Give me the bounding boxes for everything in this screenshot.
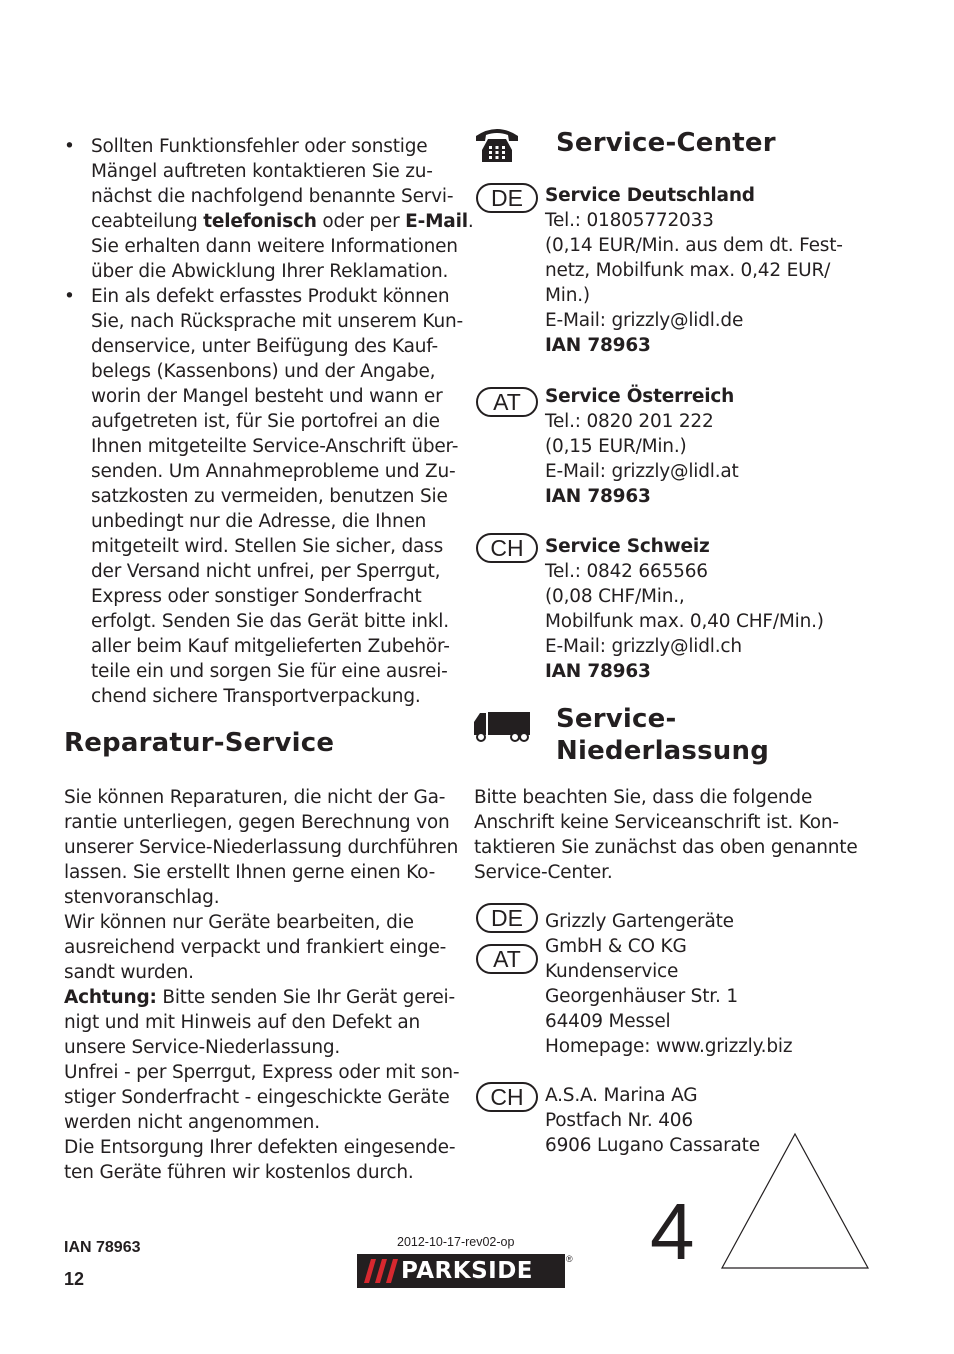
- text-segment: taktieren Sie zunächst das oben genannte: [474, 837, 858, 858]
- text-line: [545, 534, 824, 559]
- text-segment: nigt und mit Hinweis auf den Defekt an: [64, 1012, 421, 1033]
- text-line: [545, 584, 824, 609]
- text-segment: Sie erhalten dann weitere Informationen: [91, 236, 458, 257]
- bullet-dot: •: [64, 286, 75, 307]
- service-branch-heading-line2: Niederlassung: [556, 736, 770, 766]
- bold-text-segment: IAN 78963: [545, 661, 651, 682]
- text-line: [91, 609, 463, 634]
- text-segment: Bitte beachten Sie, dass die folgende: [474, 787, 813, 808]
- text-line: [64, 1135, 456, 1160]
- text-segment: Tel.: 01805772033: [545, 210, 714, 231]
- text-line: [91, 284, 463, 309]
- text-line: [545, 609, 824, 634]
- bold-text-segment: Service Deutschland: [545, 185, 755, 206]
- text-segment: unserer Service-Niederlassung durchführen: [64, 837, 459, 858]
- text-line: [64, 935, 449, 960]
- text-line: [91, 509, 463, 534]
- text-line: [545, 1083, 760, 1108]
- text-line: [91, 184, 474, 209]
- text-segment: Anschrift keine Serviceanschrift ist. Kon-: [474, 812, 839, 833]
- text-segment: Bitte senden Sie Ihr Gerät gerei-: [156, 987, 455, 1008]
- country-badge-de: DE: [476, 903, 538, 933]
- bold-text-segment: Service Schweiz: [545, 536, 710, 557]
- text-segment: erfolgt. Senden Sie das Gerät bitte inkl.: [91, 611, 449, 632]
- text-segment: stiger Sonderfracht - eingeschickte Geräte: [64, 1087, 450, 1108]
- text-line: [91, 384, 463, 409]
- text-line: [545, 959, 792, 984]
- bullet-dot: •: [64, 136, 75, 157]
- truck-icon: [472, 710, 532, 742]
- text-segment: werden nicht angenommen.: [64, 1112, 320, 1133]
- text-segment: GmbH & CO KG: [545, 936, 687, 957]
- text-line: [91, 209, 474, 234]
- country-badge-at: AT: [476, 944, 538, 974]
- text-line: [545, 333, 843, 358]
- service-branch-intro: [474, 785, 874, 885]
- text-line: [545, 434, 739, 459]
- text-line: [474, 785, 874, 810]
- text-segment: Unfrei - per Sperrgut, Express oder mit son-: [64, 1062, 460, 1083]
- text-line: [91, 334, 463, 359]
- text-line: [545, 258, 843, 283]
- text-segment: oder per: [316, 211, 406, 232]
- text-segment: (0,15 EUR/Min.): [545, 436, 687, 457]
- text-segment: unbedingt nur die Adresse, die Ihnen: [91, 511, 427, 532]
- text-line: [64, 1010, 449, 1035]
- text-segment: Mängel auftreten kontaktieren Sie zu-: [91, 161, 433, 182]
- text-segment: satzkosten zu vermeiden, benutzen Sie: [91, 486, 448, 507]
- text-line: [91, 684, 463, 709]
- text-segment: Grizzly Gartengeräte: [545, 911, 734, 932]
- text-line: [91, 484, 463, 509]
- section-number: 4: [650, 1187, 695, 1276]
- text-segment: rantie unterliegen, gegen Berechnung von: [64, 812, 450, 833]
- text-line: [64, 885, 449, 910]
- text-line: [545, 183, 843, 208]
- country-badge-ch: CH: [476, 1082, 538, 1112]
- text-segment: nächst die nachfolgend benannte Servi-: [91, 186, 454, 207]
- text-segment: ceabteilung: [91, 211, 204, 232]
- text-segment: Min.): [545, 285, 590, 306]
- text-segment: .: [467, 211, 474, 232]
- bold-text-segment: telefonisch: [203, 211, 317, 232]
- text-line: [91, 534, 463, 559]
- text-segment: ten Geräte führen wir kostenlos durch.: [64, 1162, 414, 1183]
- text-line: [545, 909, 792, 934]
- text-line: [64, 960, 449, 985]
- service-branch-heading: [556, 703, 769, 767]
- text-line: [545, 1108, 760, 1133]
- service-germany: [545, 183, 843, 358]
- service-switzerland: [545, 534, 824, 684]
- bold-text-segment: Achtung:: [64, 987, 157, 1008]
- text-segment: mitgeteilt wird. Stellen Sie sicher, dass: [91, 536, 444, 557]
- text-line: [545, 484, 739, 509]
- text-segment: Postfach Nr. 406: [545, 1110, 693, 1131]
- text-segment: denservice, unter Beifügung des Kauf-: [91, 336, 439, 357]
- text-segment: teile ein und sorgen Sie für eine ausrei-: [91, 661, 448, 682]
- text-segment: worin der Mangel besteht und wann er: [91, 386, 443, 407]
- text-line: [64, 785, 449, 810]
- text-segment: stenvoranschlag.: [64, 887, 220, 908]
- text-segment: Tel.: 0820 201 222: [545, 411, 714, 432]
- text-line: [91, 309, 463, 334]
- text-segment: netz, Mobilfunk max. 0,42 EUR/: [545, 260, 831, 281]
- text-segment: über die Abwicklung Ihrer Reklamation.: [91, 261, 449, 282]
- address-germany-austria: [545, 909, 792, 1059]
- text-line: [64, 1160, 449, 1185]
- text-segment: Die Entsorgung Ihrer defekten eingesende-: [64, 1137, 456, 1158]
- bold-text-segment: Service Österreich: [545, 386, 735, 407]
- text-line: [545, 409, 739, 434]
- telephone-icon: [474, 124, 520, 164]
- registered-mark: ®: [566, 1254, 573, 1264]
- text-line: [91, 134, 474, 159]
- service-center-heading: Service-Center: [556, 128, 776, 158]
- text-line: [545, 634, 824, 659]
- text-segment: lassen. Sie erstellt Ihnen gerne einen Ko-: [64, 862, 436, 883]
- text-segment: Sollten Funktionsfehler oder sonstige: [91, 136, 428, 157]
- text-line: [91, 459, 463, 484]
- text-segment: Kundenservice: [545, 961, 679, 982]
- text-line: [91, 659, 463, 684]
- text-line: [545, 384, 739, 409]
- text-segment: unsere Service-Niederlassung.: [64, 1037, 341, 1058]
- text-segment: Tel.: 0842 665566: [545, 561, 708, 582]
- text-line: [91, 409, 463, 434]
- text-line: [64, 835, 459, 860]
- text-line: [545, 233, 843, 258]
- text-segment: E-Mail: grizzly@lidl.at: [545, 461, 739, 482]
- text-segment: chend sichere Transportverpackung.: [91, 686, 421, 707]
- text-segment: senden. Um Annahmeprobleme und Zu-: [91, 461, 456, 482]
- bold-text-segment: E-Mail: [405, 211, 468, 232]
- text-line: [64, 1060, 460, 1085]
- text-segment: Ihnen mitgeteilte Service-Anschrift über-: [91, 436, 459, 457]
- text-segment: Sie, nach Rücksprache mit unserem Kun-: [91, 311, 463, 332]
- text-line: [545, 459, 739, 484]
- footer-ian: IAN 78963: [64, 1239, 141, 1256]
- text-segment: Ein als defekt erfasstes Produkt können: [91, 286, 450, 307]
- page-number: 12: [64, 1269, 85, 1289]
- text-segment: 64409 Messel: [545, 1011, 671, 1032]
- text-line: [545, 208, 843, 233]
- text-segment: E-Mail: grizzly@lidl.de: [545, 310, 744, 331]
- text-segment: Mobilfunk max. 0,40 CHF/Min.): [545, 611, 824, 632]
- text-line: [64, 860, 449, 885]
- text-line: [91, 359, 463, 384]
- bullet-text: [91, 134, 474, 284]
- text-line: [474, 835, 874, 860]
- text-segment: Georgenhäuser Str. 1: [545, 986, 738, 1007]
- text-line: [91, 159, 474, 184]
- text-line: [64, 910, 449, 935]
- text-segment: sandt wurden.: [64, 962, 194, 983]
- text-segment: (0,08 CHF/Min.,: [545, 586, 685, 607]
- text-segment: aufgetreten ist, für Sie portofrei an die: [91, 411, 440, 432]
- text-segment: der Versand nicht unfrei, per Sperrgut,: [91, 561, 441, 582]
- text-line: [545, 984, 792, 1009]
- text-line: [64, 1110, 449, 1135]
- text-line: [91, 434, 463, 459]
- text-segment: A.S.A. Marina AG: [545, 1085, 698, 1106]
- country-badge-at: AT: [476, 387, 538, 417]
- text-segment: aller beim Kauf mitgelieferten Zubehör-: [91, 636, 450, 657]
- text-line: [545, 659, 824, 684]
- text-segment: Wir können nur Geräte bearbeiten, die: [64, 912, 414, 933]
- text-line: [545, 1034, 792, 1059]
- bold-text-segment: IAN 78963: [545, 486, 651, 507]
- text-line: [91, 584, 463, 609]
- country-badge-de: DE: [476, 183, 538, 213]
- warning-triangle-outline: [720, 1132, 870, 1272]
- text-segment: E-Mail: grizzly@lidl.ch: [545, 636, 742, 657]
- repair-service-text: [64, 785, 460, 1185]
- text-segment: Express oder sonstiger Sonderfracht: [91, 586, 422, 607]
- text-line: [474, 860, 874, 885]
- text-segment: Sie können Reparaturen, die nicht der Ga-: [64, 787, 446, 808]
- text-line: [545, 934, 792, 959]
- text-segment: ausreichend verpackt und frankiert einge-: [64, 937, 447, 958]
- text-line: [64, 810, 449, 835]
- text-line: [91, 634, 463, 659]
- text-line: [474, 810, 874, 835]
- text-segment: 6906 Lugano Cassarate: [545, 1135, 760, 1156]
- service-branch-heading-line1: Service-: [556, 704, 677, 734]
- text-line: [91, 234, 474, 259]
- service-austria: [545, 384, 739, 509]
- text-line: [91, 259, 474, 284]
- country-badge-ch: CH: [476, 533, 538, 563]
- text-line: [545, 1009, 792, 1034]
- text-line: [545, 308, 843, 333]
- text-line: [64, 1085, 449, 1110]
- bold-text-segment: IAN 78963: [545, 335, 651, 356]
- text-line: [64, 985, 455, 1010]
- text-line: [91, 559, 463, 584]
- text-line: [545, 559, 824, 584]
- revision-code: 2012-10-17-rev02-op: [397, 1235, 515, 1249]
- text-line: [545, 283, 843, 308]
- text-segment: Service-Center.: [474, 862, 613, 883]
- text-line: [64, 1035, 449, 1060]
- brand-name: PARKSIDE: [401, 1258, 534, 1284]
- text-segment: belegs (Kassenbons) und der Angabe,: [91, 361, 436, 382]
- parkside-stripes-icon: [363, 1259, 399, 1283]
- bullet-text: [91, 284, 463, 709]
- repair-service-heading: Reparatur-Service: [64, 728, 335, 758]
- text-segment: (0,14 EUR/Min. aus dem dt. Fest-: [545, 235, 843, 256]
- text-segment: Homepage: www.grizzly.biz: [545, 1036, 793, 1057]
- parkside-logo: [357, 1254, 565, 1288]
